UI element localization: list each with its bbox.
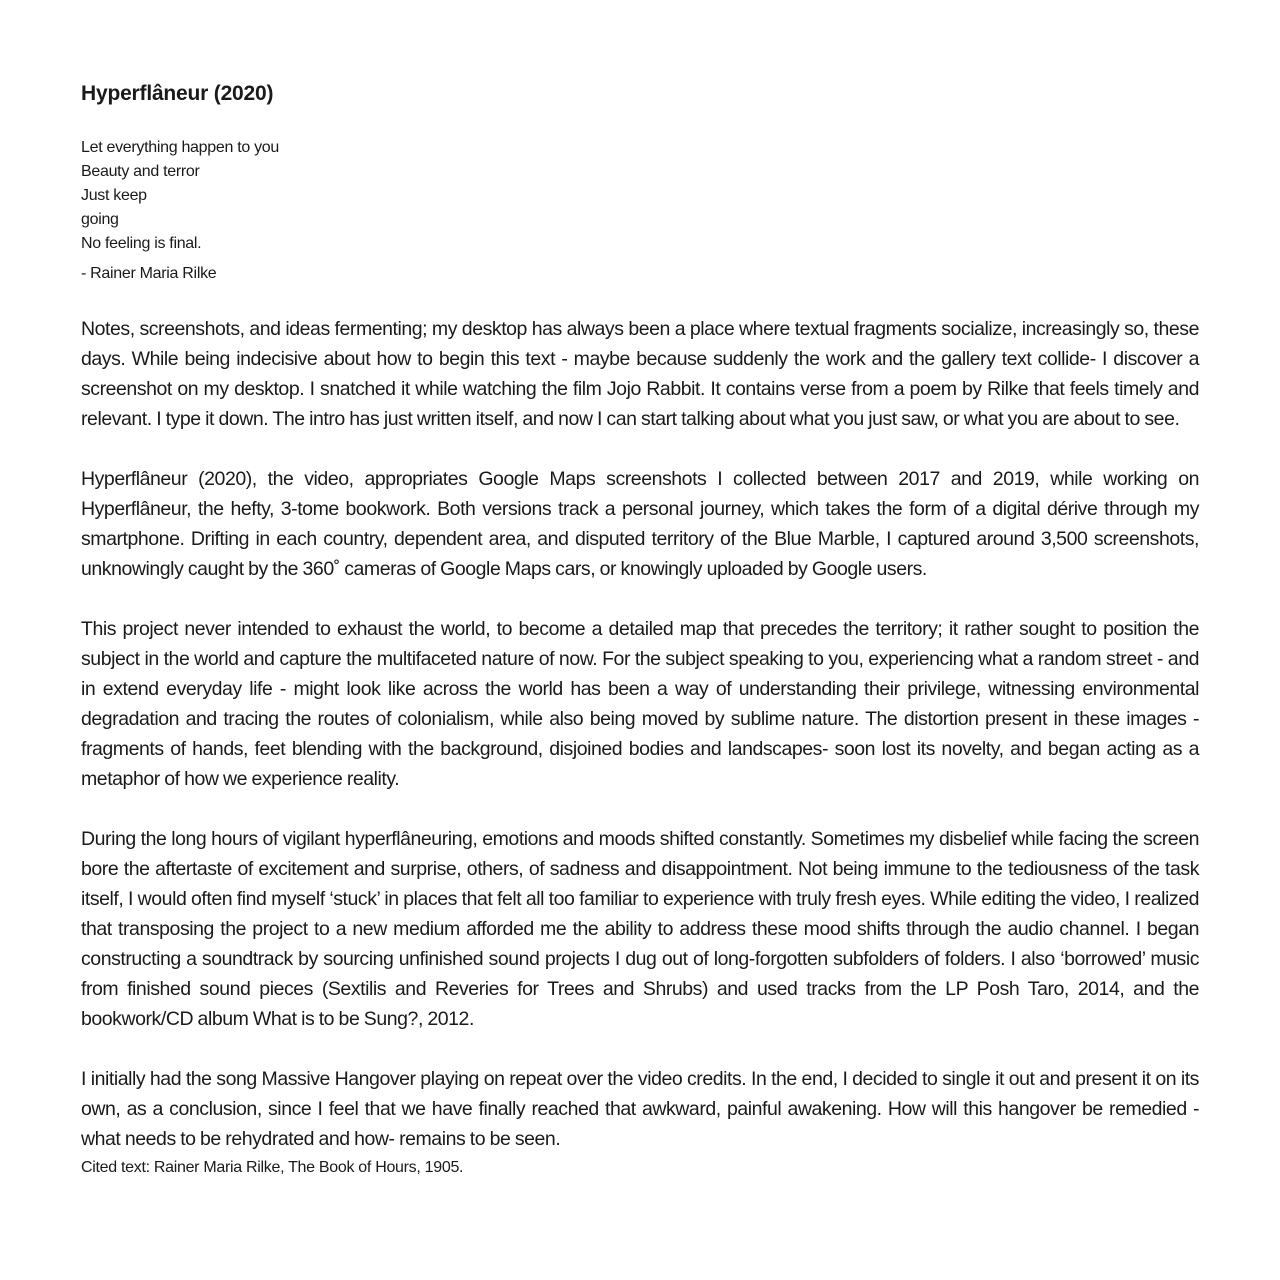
poem-line: going: [81, 211, 119, 228]
paragraph-1: Notes, screenshots, and ideas fermenting; my desktop has always been a place where textual fragments socialize, increasingly so, these days. While being indecisive about how to begin this text - maybe because suddenly the work and the gallery text collide- I discover a screenshot on my desktop. I snatched it while watching the film Jojo Rabbit. It contains verse from a poem by Rilke that feels timely and relevant. I type it down. The intro has just written itself, and now I can start talking about what you just saw, or what you are about to see.: [81, 318, 1199, 430]
poem-line: Let everything happen to you: [81, 139, 279, 156]
poem-line: Beauty and terror: [81, 163, 200, 180]
body-text: [81, 314, 1199, 1154]
paragraph-5: I initially had the song Massive Hangover playing on repeat over the video credits. In the end, I decided to single it out and present it on its own, as a conclusion, since I feel that we have finally reached that awkward, painful awakening. How will this hangover be remedied -what needs to be rehydrated and how- remains to be seen.: [81, 1068, 1199, 1150]
epigraph-poem: [81, 136, 1199, 286]
document-title: Hyperflâneur (2020): [81, 82, 274, 105]
paragraph-2: Hyperflâneur (2020), the video, appropriates Google Maps screenshots I collected between 2017 and 2019, while working on Hyperflâneur, the hefty, 3-tome bookwork. Both versions track a personal journey, which takes the form of a digital dérive through my smartphone. Drifting in each country, dependent area, and disputed territory of the Blue Marble, I captured around 3,500 screenshots, unknowingly caught by the 360˚ cameras of Google Maps cars, or knowingly uploaded by Google users.: [81, 468, 1199, 580]
paragraph-3: This project never intended to exhaust the world, to become a detailed map that precedes the territory; it rather sought to position the subject in the world and capture the multifaceted nature of now. For the subject speaking to you, experiencing what a random street - and in extend everyday life - might look like across the world has been a way of understanding their privilege, witnessing environmental degradation and tracing the routes of colonialism, while also being moved by sublime nature. The distortion present in these images -fragments of hands, feet blending with the background, disjoined bodies and landscapes- soon lost its novelty, and began acting as a metaphor of how we experience reality.: [81, 618, 1199, 790]
poem-line: No feeling is final.: [81, 235, 202, 252]
paragraph-4: During the long hours of vigilant hyperflâneuring, emotions and moods shifted constantly. Sometimes my disbelief while facing the screen bore the aftertaste of excitement and surprise, others, of sadness and disappointment. Not being immune to the tediousness of the task itself, I would often find myself ‘stuck’ in places that felt all too familiar to experience with truly fresh eyes. While editing the video, I realized that transposing the project to a new medium afforded me the ability to address these mood shifts through the audio channel. I began constructing a soundtrack by sourcing unfinished sound projects I dug out of long-forgotten subfolders of folders. I also ‘borrowed’ music from finished sound pieces (Sextilis and Reveries for Trees and Shrubs) and used tracks from the LP Posh Taro, 2014, and the bookwork/CD album What is to be Sung?, 2012.: [81, 828, 1199, 1030]
document-page: [81, 80, 1199, 1180]
citation-note: Cited text: Rainer Maria Rilke, The Book of Hours, 1905.: [81, 1159, 464, 1176]
poem-author: - Rainer Maria Rilke: [81, 265, 217, 282]
poem-line: Just keep: [81, 187, 147, 204]
